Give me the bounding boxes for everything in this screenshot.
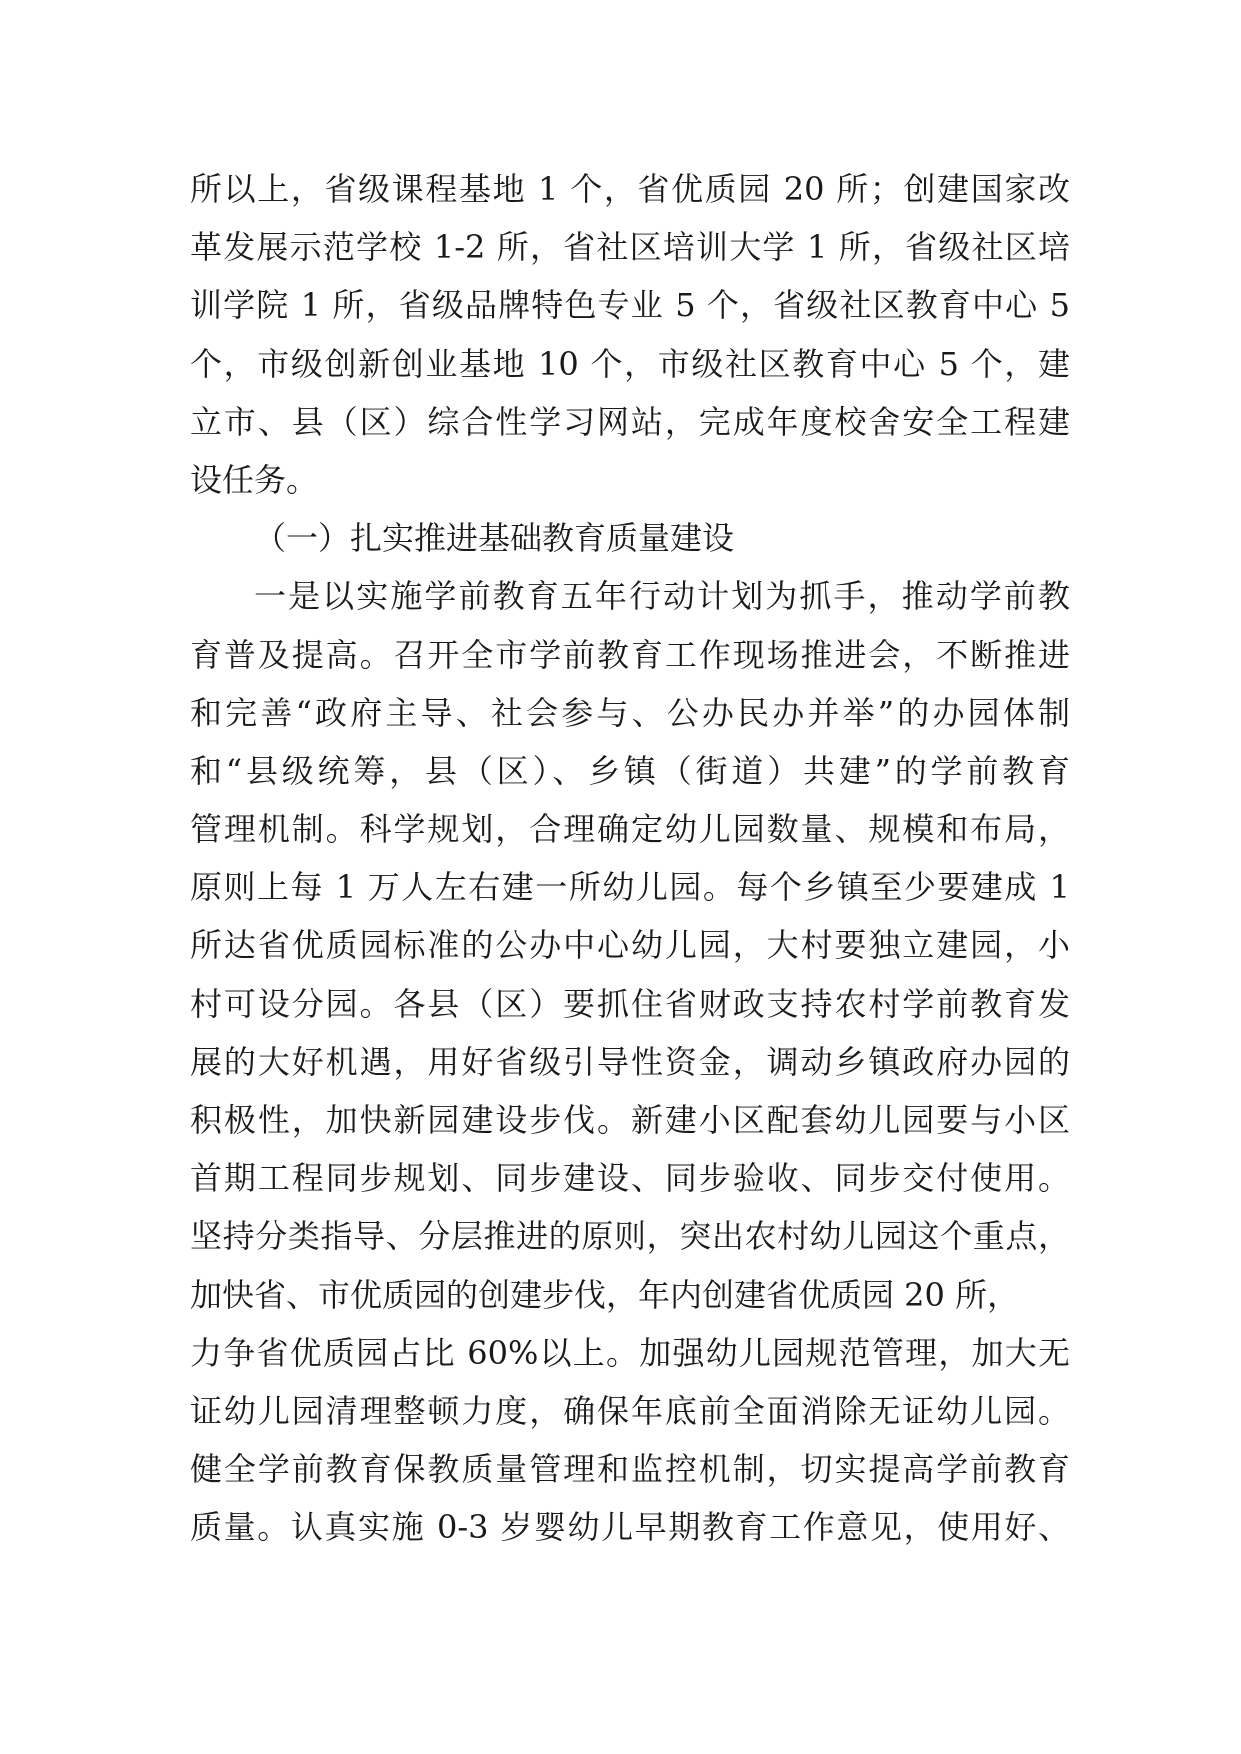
text-line: 育普及提高。召开全市学前教育工作现场推进会，不断推进 bbox=[190, 635, 1070, 674]
text-line: 和完善“政府主导、社会参与、公办民办并举”的办园体制 bbox=[190, 693, 1070, 732]
text-line: 所达省优质园标准的公办中心幼儿园，大村要独立建园，小 bbox=[190, 926, 1070, 965]
text-line: 一是以实施学前教育五年行动计划为抓手，推动学前教 bbox=[254, 577, 1070, 616]
text-line: 健全学前教育保教质量管理和监控机制，切实提高学前教育 bbox=[190, 1450, 1070, 1489]
text-line: 证幼儿园清理整顿力度，确保年底前全面消除无证幼儿园。 bbox=[190, 1391, 1070, 1430]
text-line: 个，市级创新创业基地 10 个，市级社区教育中心 5 个，建 bbox=[190, 344, 1070, 383]
text-line: 展的大好机遇，用好省级引导性资金，调动乡镇政府办园的 bbox=[190, 1042, 1070, 1081]
section-heading: （一）扎实推进基础教育质量建设 bbox=[254, 519, 735, 558]
text-line: 设任务。 bbox=[190, 460, 319, 499]
text-line: 所以上，省级课程基地 1 个，省优质园 20 所；创建国家改 bbox=[190, 170, 1070, 208]
text-line: 训学院 1 所，省级品牌特色专业 5 个，省级社区教育中心 5 bbox=[190, 286, 1070, 325]
text-line: 村可设分园。各县（区）要抓住省财政支持农村学前教育发 bbox=[190, 984, 1070, 1023]
text-line: 首期工程同步规划、同步建设、同步验收、同步交付使用。 bbox=[190, 1159, 1070, 1198]
text-line: 立市、县（区）综合性学习网站，完成年度校舍安全工程建 bbox=[190, 402, 1070, 441]
text-line: 管理机制。科学规划，合理确定幼儿园数量、规模和布局， bbox=[190, 810, 1070, 849]
text-line: 积极性，加快新园建设步伐。新建小区配套幼儿园要与小区 bbox=[190, 1101, 1070, 1139]
text-line: 原则上每 1 万人左右建一所幼儿园。每个乡镇至少要建成 1 bbox=[190, 868, 1070, 907]
text-line: 质量。认真实施 0-3 岁婴幼儿早期教育工作意见，使用好、 bbox=[190, 1508, 1070, 1547]
text-line: 力争省优质园占比 60%以上。加强幼儿园规范管理，加大无 bbox=[190, 1333, 1070, 1372]
text-line: 加快省、市优质园的创建步伐，年内创建省优质园 20 所， bbox=[190, 1275, 1020, 1314]
text-line: 革发展示范学校 1-2 所，省社区培训大学 1 所，省级社区培 bbox=[190, 228, 1070, 267]
text-line: 和“县级统筹，县（区）、乡镇（街道）共建”的学前教育 bbox=[190, 751, 1070, 790]
body-text bbox=[190, 160, 1070, 1557]
text-line: 坚持分类指导、分层推进的原则，突出农村幼儿园这个重点， bbox=[190, 1217, 1070, 1256]
